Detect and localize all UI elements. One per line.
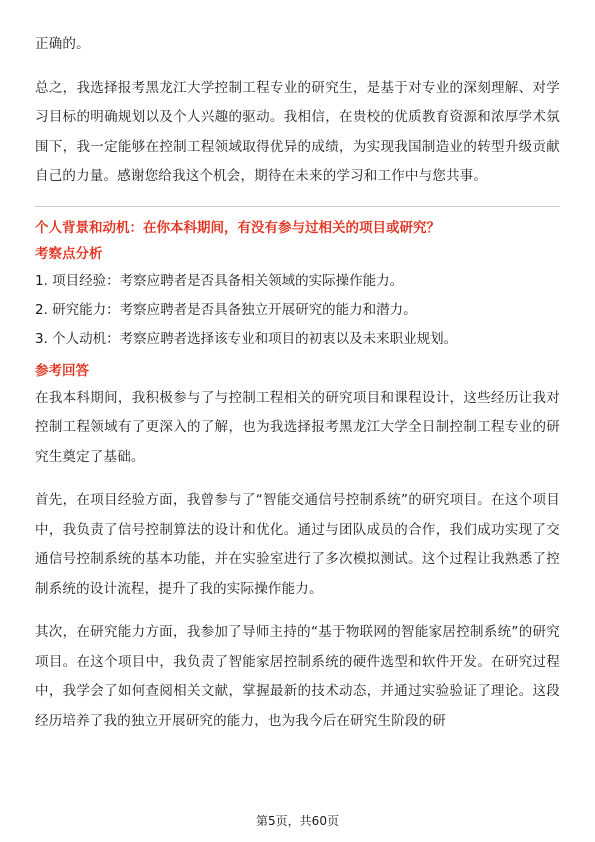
interview-question: 个人背景和动机：在你本科期间，有没有参与过相关的项目或研究？ [35, 219, 440, 236]
analysis-heading: 考察点分析 [35, 245, 103, 262]
conclusion-paragraph: 总之，我选择报考黑龙江大学控制工程专业的研究生，是基于对专业的深刻理解、对学习目标的明确规划以及个人兴趣的驱动。我相信，在贵校的优质教育资源和浓厚学术氛围下，我一定能够在控制工程领域取得优异的成绩，为实现我国制造业的转型升级贡献自己的力量。感谢您给我这个机会，期待在未来的学习和工作中与您共事。 [35, 79, 560, 184]
answer-paragraph: 首先，在项目经验方面，我曾参与了“智能交通信号控制系统”的研究项目。在这个项目中，我负责了信号控制算法的设计和优化。通过与团队成员的合作，我们成功实现了交通信号控制系统的基本功能，并在实验室进行了多次模拟测试。这个过程让我熟悉了控制系统的设计流程，提升了我的实际操作能力。 [35, 492, 560, 597]
intro-tail-paragraph: 正确的。 [35, 36, 90, 52]
page-number-footer: 第5页，共60页 [256, 814, 339, 828]
page-content [35, 30, 560, 736]
answer-paragraph: 其次，在研究能力方面，我参加了导师主持的“基于物联网的智能家居控制系统”的研究项目。在这个项目中，我负责了智能家居控制系统的硬件选型和软件开发。在研究过程中，我学会了如何查阅相关文献，掌握最新的技术动态，并通过实验验证了理论。这段经历培养了我的独立开展研究的能力，也为我今后在研究生阶段的研 [35, 624, 560, 729]
analysis-list [35, 267, 560, 354]
list-item: 2. 研究能力：考察应聘者是否具备独立开展研究的能力和潜力。 [35, 301, 417, 318]
section-divider [35, 206, 560, 207]
answer-paragraph: 在我本科期间，我积极参与了与控制工程相关的研究项目和课程设计，这些经历让我对控制工程领域有了更深入的了解，也为我选择报考黑龙江大学全日制控制工程专业的研究生奠定了基础。 [35, 389, 560, 465]
answer-heading: 参考回答 [35, 362, 89, 379]
list-item: 1. 项目经验：考察应聘者是否具备相关领域的实际操作能力。 [35, 272, 404, 289]
list-item: 3. 个人动机：考察应聘者选择该专业和项目的初衷以及未来职业规划。 [35, 330, 458, 347]
